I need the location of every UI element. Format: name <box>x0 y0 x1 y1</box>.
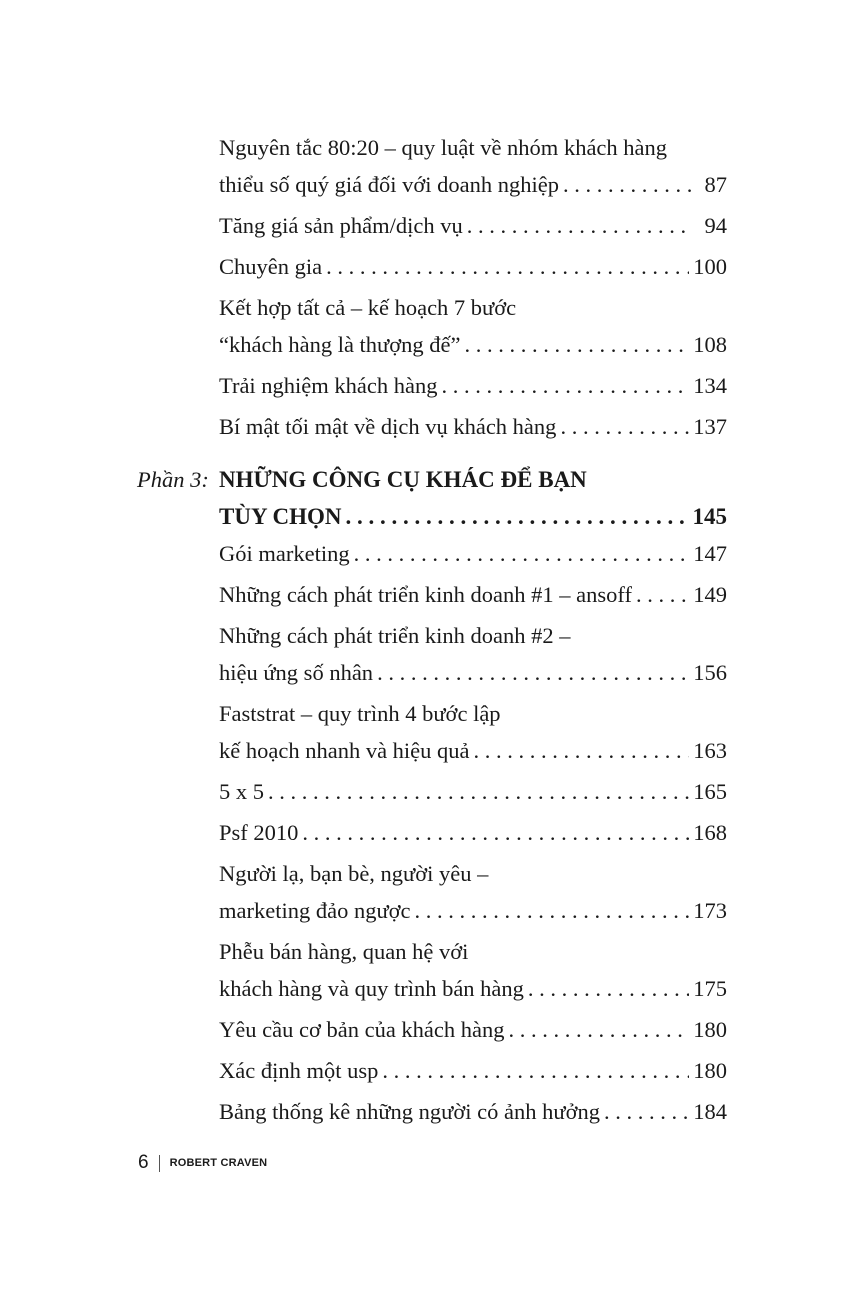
leader-dots <box>509 1011 690 1048</box>
toc-page-number: 156 <box>693 660 727 685</box>
part-title-line2: TÙY CHỌN <box>219 504 342 529</box>
part-title-line1: NHỮNG CÔNG CỤ KHÁC ĐỂ BẠN <box>219 467 587 492</box>
toc-entry <box>219 1093 727 1130</box>
toc-entry-line <box>219 207 727 244</box>
toc-entry-title: kế hoạch nhanh và hiệu quả <box>219 738 470 763</box>
toc-entry-title: Bảng thống kê những người có ảnh hưởng <box>219 1099 600 1124</box>
toc-entry <box>219 408 727 445</box>
leader-dots <box>268 773 689 810</box>
toc-page-number: 137 <box>693 414 727 439</box>
toc-entry <box>219 129 727 203</box>
part-title <box>219 461 727 535</box>
toc-entry-title: marketing đảo ngược <box>219 898 411 923</box>
toc-entry-title: Gói marketing <box>219 541 350 566</box>
toc-entry-title: Bí mật tối mật về dịch vụ khách hàng <box>219 414 557 439</box>
toc-entry-line <box>219 773 727 810</box>
toc-entry <box>219 576 727 613</box>
toc-entry-line <box>219 408 727 445</box>
running-author: ROBERT CRAVEN <box>169 1157 268 1169</box>
toc-page-number: 184 <box>693 1099 727 1124</box>
toc-entry-line <box>219 166 727 203</box>
toc-entry-line <box>219 326 727 363</box>
toc-entry-line <box>219 289 727 326</box>
toc-page-number: 165 <box>693 779 727 804</box>
toc-entry-title: Trải nghiệm khách hàng <box>219 373 438 398</box>
leader-dots <box>474 732 690 769</box>
toc-entry-line <box>219 1052 727 1089</box>
toc-page-number: 134 <box>693 373 727 398</box>
toc-entry <box>219 695 727 769</box>
leader-dots <box>442 367 690 404</box>
leader-dots <box>560 408 689 445</box>
toc-entry <box>219 933 727 1007</box>
toc-entry <box>219 855 727 929</box>
toc-page-number: 175 <box>693 976 727 1001</box>
toc-entry-title: Những cách phát triển kinh doanh #2 – <box>219 623 571 648</box>
toc-entry-line <box>219 617 727 654</box>
toc-entry-title: Psf 2010 <box>219 820 299 845</box>
toc-entry-line <box>219 576 727 613</box>
toc-entry <box>219 814 727 851</box>
toc-entry-line <box>219 248 727 285</box>
leader-dots <box>636 576 689 613</box>
part-page-number: 145 <box>692 504 727 529</box>
toc-entry-line <box>219 814 727 851</box>
toc-entry-line <box>219 892 727 929</box>
leader-dots <box>415 892 690 929</box>
toc-page-number: 149 <box>693 582 727 607</box>
toc-entry-line <box>219 654 727 691</box>
folio-number: 6 <box>138 1152 149 1173</box>
toc-entry-line <box>219 933 727 970</box>
page-footer <box>138 1152 267 1174</box>
toc-entry-title: Nguyên tắc 80:20 – quy luật về nhóm khách hàng <box>219 135 668 160</box>
toc-entry-title: 5 x 5 <box>219 779 264 804</box>
toc-entry-title: Kết hợp tất cả – kế hoạch 7 bước <box>219 295 517 320</box>
toc-entry <box>219 1052 727 1089</box>
toc-entry <box>219 289 727 363</box>
toc-page-number: 173 <box>693 898 727 923</box>
part-label: Phần 3: <box>137 467 209 492</box>
leader-dots <box>326 248 689 285</box>
toc-entry <box>219 1011 727 1048</box>
toc-entry-line <box>219 732 727 769</box>
toc-page-number: 180 <box>693 1017 727 1042</box>
leader-dots <box>604 1093 689 1130</box>
toc-entry-line <box>219 1011 727 1048</box>
toc-page-number: 163 <box>693 738 727 763</box>
leader-dots <box>382 1052 689 1089</box>
toc-entry-title: Phễu bán hàng, quan hệ với <box>219 939 469 964</box>
toc-entry-title: “khách hàng là thượng đế” <box>219 332 461 357</box>
toc-entry <box>219 617 727 691</box>
toc-page-number: 87 <box>704 172 727 197</box>
leader-dots <box>302 814 689 851</box>
footer-divider <box>159 1155 160 1172</box>
toc-page-number: 147 <box>693 541 727 566</box>
toc-entry-title: khách hàng và quy trình bán hàng <box>219 976 524 1001</box>
toc-entry <box>219 367 727 404</box>
toc-entry-title: Faststrat – quy trình 4 bước lập <box>219 701 501 726</box>
leader-dots <box>528 970 689 1007</box>
toc-entry-title: Người lạ, bạn bè, người yêu – <box>219 861 489 886</box>
toc-entry-line <box>219 855 727 892</box>
toc-entry-line <box>219 129 727 166</box>
toc-page-number: 108 <box>693 332 727 357</box>
toc-page-number: 168 <box>693 820 727 845</box>
toc-entry-line <box>219 367 727 404</box>
toc-entry-line <box>219 1093 727 1130</box>
toc-entry <box>219 207 727 244</box>
leader-dots <box>345 498 688 535</box>
toc-entry-line <box>219 970 727 1007</box>
leader-dots <box>465 326 690 363</box>
toc-entry-line <box>219 535 727 572</box>
toc-page-number: 94 <box>704 213 727 238</box>
toc-entry-line <box>219 695 727 732</box>
leader-dots <box>563 166 693 203</box>
toc-entry <box>219 773 727 810</box>
toc-entry-title: Những cách phát triển kinh doanh #1 – ansoff <box>219 582 632 607</box>
toc-entry-title: Chuyên gia <box>219 254 323 279</box>
toc-entry-title: Yêu cầu cơ bản của khách hàng <box>219 1017 505 1042</box>
toc-entry <box>219 535 727 572</box>
leader-dots <box>467 207 693 244</box>
leader-dots <box>354 535 690 572</box>
toc-entry-title: hiệu ứng số nhân <box>219 660 374 685</box>
toc-list-part3 <box>219 535 727 1134</box>
toc-list-part2 <box>219 129 727 449</box>
toc-entry-title: thiểu số quý giá đối với doanh nghiệp <box>219 172 559 197</box>
toc-entry-title: Tăng giá sản phẩm/dịch vụ <box>219 213 463 238</box>
leader-dots <box>377 654 689 691</box>
toc-entry <box>219 248 727 285</box>
toc-entry-title: Xác định một usp <box>219 1058 379 1083</box>
toc-page-number: 180 <box>693 1058 727 1083</box>
part-title-line2-row <box>219 498 727 535</box>
toc-page-number: 100 <box>693 254 727 279</box>
